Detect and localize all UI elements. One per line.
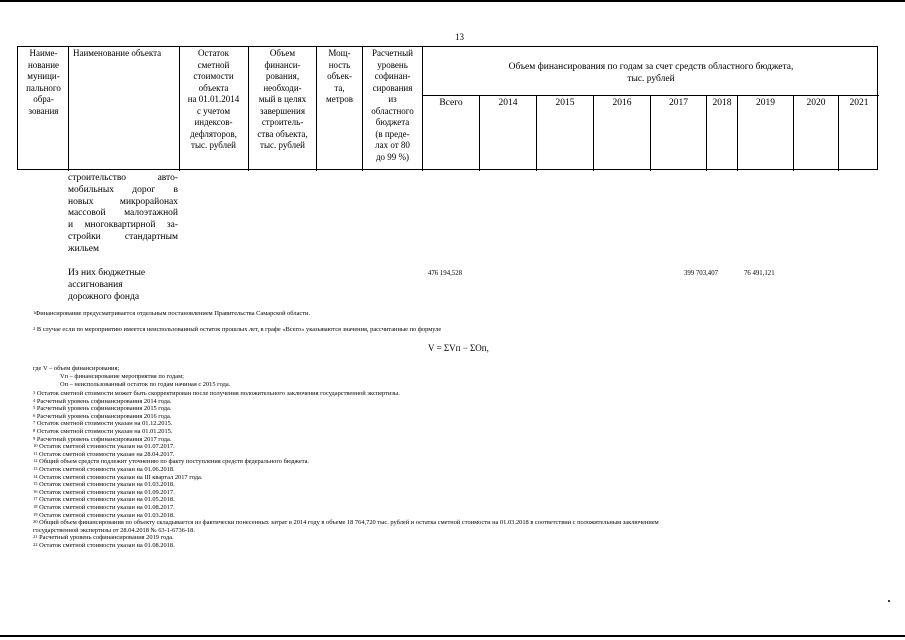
header-cofinancing-level: Расчетный уровень софинан- сирования из областного бюджета (в преде- лах от 80 до 99 %) <box>371 48 414 162</box>
footnote: $^5$ Расчетный уровень софинансирования 2015 года. <box>33 405 172 413</box>
footnote: $^2$ В случае если по мероприятию имеется неиспользованный остаток прошлых лет, в графе «Всего» указываются значения, рассчитанные по формуле <box>33 326 442 333</box>
formula-text: V = ΣVп − ΣOп, <box>428 343 489 353</box>
header-group-title: Объем финансирования по годам за счет средств областного бюджета, тыс. рублей <box>508 62 794 84</box>
funding-table-header <box>17 46 878 170</box>
footnote: $^{13}$ Остаток сметной стоимости указан на 01.06.2018. <box>33 465 175 473</box>
object-text-line: новых микрорайонах <box>68 196 178 207</box>
header-year: 2020 <box>806 98 826 108</box>
header-year: 2014 <box>498 98 518 108</box>
footnote: $^7$ Остаток сметной стоимости указан на 01.12.2015. <box>33 420 173 428</box>
formula <box>428 343 489 353</box>
object-description <box>68 173 178 256</box>
scan-speck <box>888 600 890 602</box>
footnote: $^{19}$ Остаток сметной стоимости указан на 01.03.2018. <box>33 511 175 519</box>
object-text-line: стройки стандартным <box>68 231 178 242</box>
header-year: 2015 <box>555 98 575 108</box>
header-remaining-cost: Остаток сметной стоимости объекта на 01.01.2014 с учетом индексов- дефляторов, тыс. рублей <box>187 48 240 150</box>
footnote: $^{10}$ Остаток сметной стоимости указан на 01.07.2017. <box>33 443 175 451</box>
footnote: государственной экспертизы от 28.04.2018 № 63-1-6736-18. <box>33 526 195 534</box>
page-number: 13 <box>455 32 464 42</box>
footnote: $^{17}$ Остаток сметной стоимости указан на 01.05.2018. <box>33 496 175 504</box>
subrow-2018: 399 703,407 <box>684 270 718 277</box>
header-year: 2021 <box>849 98 869 108</box>
formula-where: где V – объем финансирования; <box>33 365 120 372</box>
subrow-label: Из них бюджетные ассигнования дорожного фонда <box>68 268 146 302</box>
footnote: $^{14}$ Остаток сметной стоимости указан на III квартал 2017 года. <box>33 473 203 481</box>
footnote: $^{22}$ Остаток сметной стоимости указан на 01.08.2018. <box>33 541 175 549</box>
header-year: 2018 <box>712 98 732 108</box>
header-funding-volume: Объем финанси- рования, необходи- мый в целях завершения строитель- ства объекта, тыс. рублей <box>257 48 308 150</box>
header-year: 2016 <box>612 98 632 108</box>
footnote: $^{15}$ Остаток сметной стоимости указан на 01.03.2018. <box>33 481 175 489</box>
footnote: $^{11}$ Остаток сметной стоимости указан на 28.04.2017. <box>33 450 175 458</box>
object-text-line: строительство авто- <box>68 173 178 183</box>
header-capacity: Мощ- ность объек- та, метров <box>326 48 353 104</box>
object-text-line: жильем <box>68 243 99 254</box>
formula-where: Vп – финансирование мероприятия по годам; <box>60 373 184 380</box>
subrow-total: 476 194,528 <box>428 270 462 277</box>
footnote: $^9$ Расчетный уровень софинансирования 2017 года. <box>33 435 172 443</box>
header-year: 2019 <box>756 98 775 108</box>
subrow-2019: 76 491,121 <box>744 270 775 277</box>
bottom-border <box>0 635 905 637</box>
row-divider <box>422 95 879 96</box>
formula-where: Oп – неиспользованный остаток по годам начиная с 2015 года. <box>60 381 231 388</box>
footnote: $^{20}$ Общий объем финансирования по объекту складывается из фактически понесенных затрат в 2014 году в объеме 18 764,720 тыс. рублей и остатка сметной стоимости на 01.03.2018 в соответствии с положительным заключением <box>33 519 659 527</box>
header-object-name: Наименование объекта <box>73 48 162 58</box>
header-total: Всего <box>439 98 463 108</box>
object-text-line: мобильных дорог в <box>68 184 178 195</box>
top-border <box>0 0 905 2</box>
col-divider <box>68 47 69 171</box>
footnote: $^6$ Расчетный уровень софинансирования 2016 года. <box>33 412 172 420</box>
object-text-line: и многоквартирной за- <box>68 220 178 231</box>
object-text-line: массовой малоэтажной <box>68 208 178 219</box>
footnote: $^4$ Расчетный уровень софинансирования 2014 года. <box>33 397 172 405</box>
footnote: $^1$Финансирование предусматривается отдельным постановлением Правительства Самарской области. <box>33 310 311 317</box>
footnote: $^8$ Остаток сметной стоимости указан на 01.01.2015. <box>33 427 173 435</box>
footnote: $^{18}$ Остаток сметной стоимости указан на 01.08.2017. <box>33 503 175 511</box>
footnote: $^{12}$ Общий объем средств подлежит уточнению по факту поступления средств федерального бюджета. <box>33 458 310 466</box>
header-year: 2017 <box>669 98 688 108</box>
footnote: $^{21}$ Расчетный уровень софинансирования 2019 года. <box>33 534 174 542</box>
footnote-list <box>33 390 893 549</box>
footnote: $^{16}$ Остаток сметной стоимости указан на 01.09.2017. <box>33 488 175 496</box>
footnote: $^3$ Остаток сметной стоимости может быть скорректирован после получения положительного заключения государственной экспертизы. <box>33 390 400 397</box>
header-municipality: Наиме- нование муници- пального обра- зования <box>26 48 61 116</box>
